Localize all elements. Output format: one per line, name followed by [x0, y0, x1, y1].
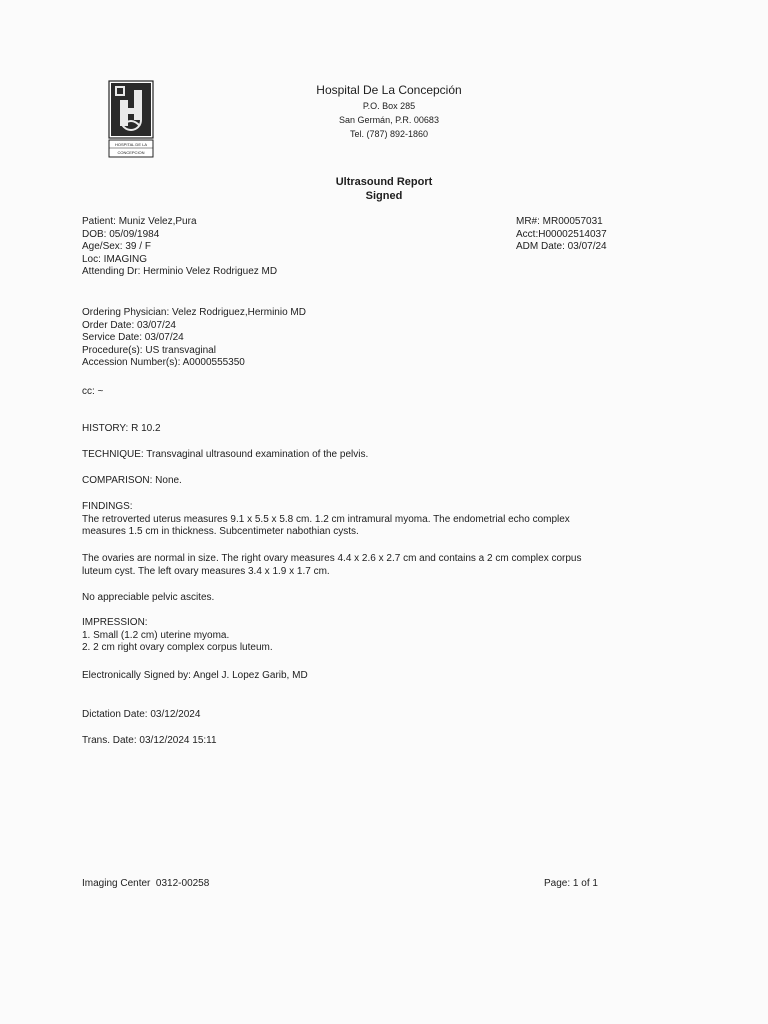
- findings-ovaries-line1: The ovaries are normal in size. The right ovary measures 4.4 x 2.6 x 2.7 cm and contains a 2 cm complex corpus: [82, 553, 582, 564]
- findings-ovaries: [82, 553, 682, 578]
- procedure: Procedure(s): US transvaginal: [82, 344, 216, 356]
- hospital-address2: San Germán, P.R. 00683: [339, 114, 439, 125]
- hospital-header: [260, 83, 518, 141]
- service-date: Service Date: 03/07/24: [82, 332, 184, 343]
- order-date: Order Date: 03/07/24: [82, 319, 176, 331]
- trans-date: Trans. Date: 03/12/2024 15:11: [82, 735, 217, 746]
- report-title-block: [270, 175, 498, 203]
- dictation-date: Dictation Date: 03/12/2024: [82, 709, 201, 720]
- account-number: Acct:H00002514037: [516, 228, 607, 240]
- impression-heading: IMPRESSION:: [82, 617, 148, 628]
- history: HISTORY: R 10.2: [82, 423, 161, 434]
- footer-imaging-center: Imaging Center 0312-00258: [82, 878, 210, 889]
- patient-dob: DOB: 05/09/1984: [82, 228, 160, 240]
- accession-number: Accession Number(s): A0000555350: [82, 357, 245, 368]
- impression-item-2: 2. 2 cm right ovary complex corpus luteum.: [82, 642, 273, 653]
- findings-uterus-line2: measures 1.5 cm in thickness. Subcentimeter nabothian cysts.: [82, 526, 359, 537]
- report-title: Ultrasound Report: [335, 176, 433, 188]
- findings-ascites: No appreciable pelvic ascites.: [82, 592, 215, 603]
- adm-date: ADM Date: 03/07/24: [516, 241, 607, 252]
- comparison: COMPARISON: None.: [82, 475, 182, 486]
- logo-caption-line2: CONCEPCION: [117, 150, 145, 155]
- footer-page-number: Page: 1 of 1: [544, 878, 598, 889]
- ordering-physician: Ordering Physician: Velez Rodriguez,Herminio MD: [82, 307, 306, 318]
- patient-age-sex: Age/Sex: 39 / F: [82, 241, 151, 252]
- technique: TECHNIQUE: Transvaginal ultrasound examination of the pelvis.: [82, 449, 369, 460]
- hospital-phone: Tel. (787) 892-1860: [349, 128, 429, 139]
- order-info: [82, 307, 306, 370]
- hospital-logo-icon: [108, 80, 154, 158]
- cc-line: cc: ~: [82, 386, 104, 397]
- hospital-address1: P.O. Box 285: [362, 100, 416, 111]
- patient-loc: Loc: IMAGING: [82, 253, 148, 265]
- logo-caption-line1: HOSPITAL DE LA: [114, 142, 148, 147]
- impression-item-1: 1. Small (1.2 cm) uterine myoma.: [82, 629, 230, 641]
- mr-number: MR#: MR00057031: [516, 216, 603, 227]
- findings-uterus-line1: The retroverted uterus measures 9.1 x 5.5 x 5.8 cm. 1.2 cm intramural myoma. The endometrial echo complex: [82, 513, 570, 525]
- findings-section: [82, 501, 682, 539]
- patient-name: Patient: Muniz Velez,Pura: [82, 216, 197, 227]
- report-status: Signed: [365, 190, 403, 202]
- signed-by: Electronically Signed by: Angel J. Lopez Garib, MD: [82, 670, 308, 681]
- impression-section: [82, 617, 682, 655]
- findings-ovaries-line2: luteum cyst. The left ovary measures 3.4 x 1.9 x 1.7 cm.: [82, 565, 330, 577]
- findings-heading: FINDINGS:: [82, 501, 133, 512]
- hospital-name: Hospital De La Concepción: [316, 83, 462, 97]
- patient-info: [82, 216, 277, 279]
- patient-ids: [516, 216, 607, 254]
- attending-doctor: Attending Dr: Herminio Velez Rodriguez MD: [82, 266, 278, 277]
